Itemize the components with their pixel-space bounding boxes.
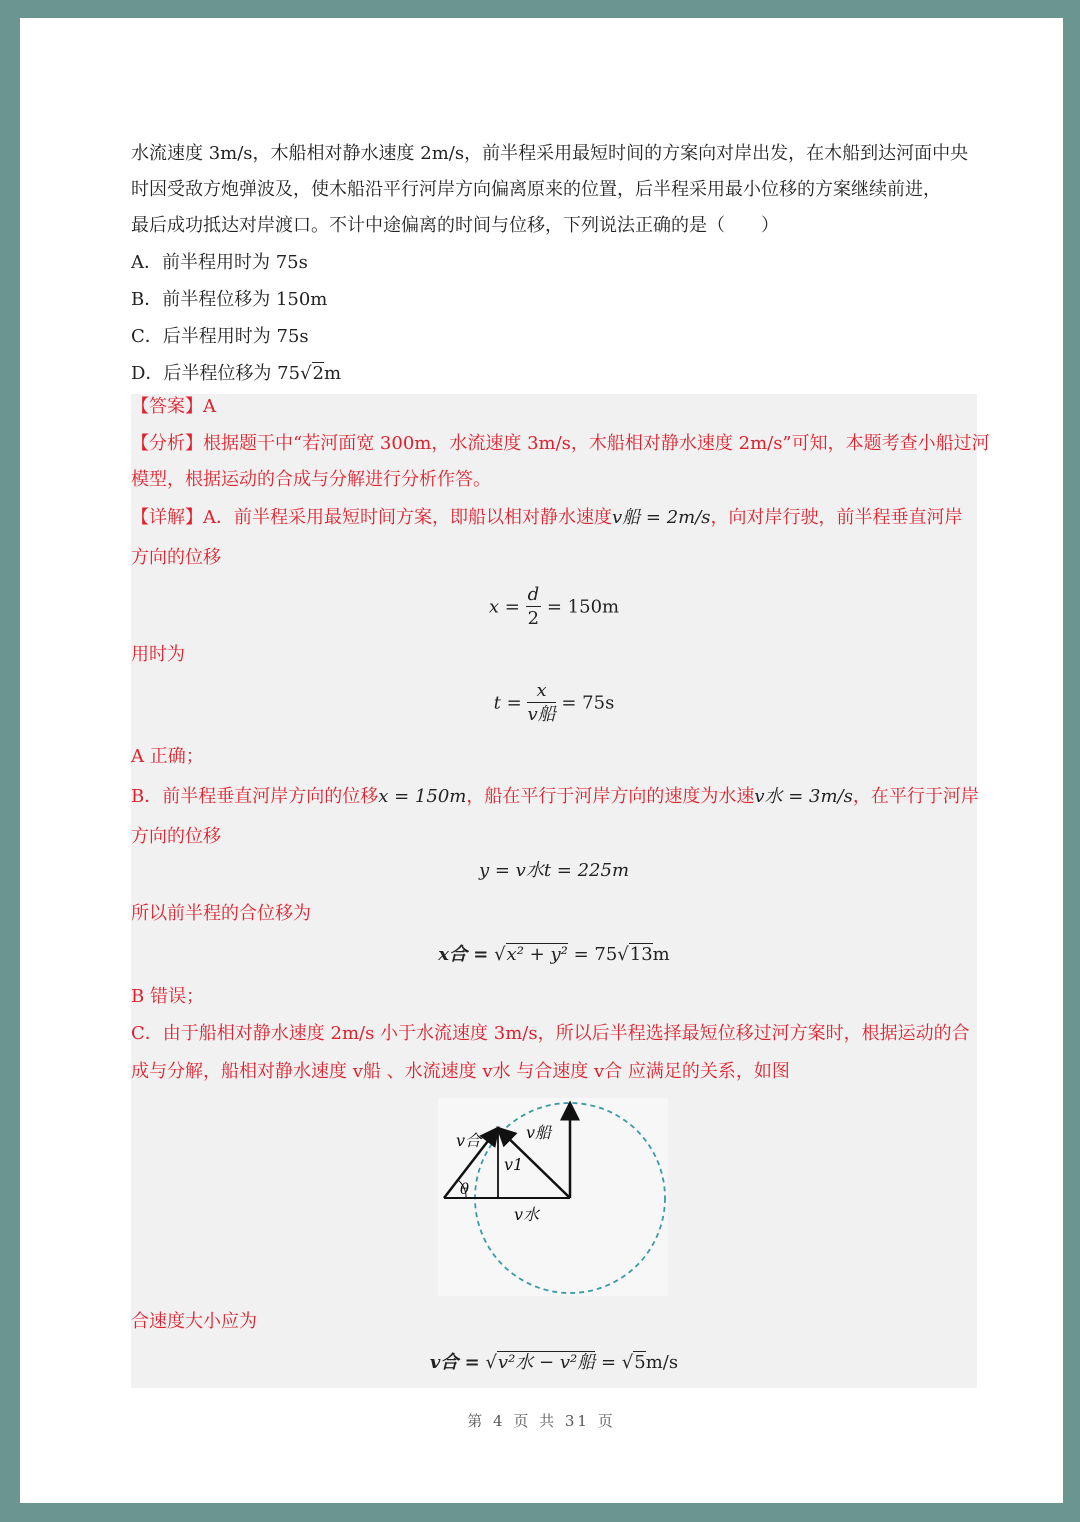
question-line: 水流速度 3m/s，木船相对静水速度 2m/s，前半程采用最短时间的方案向对岸出发，在木船到达河面中央	[131, 143, 969, 164]
label-v1: v1	[504, 1155, 524, 1174]
detail-a-line2: 方向的位移	[131, 547, 221, 568]
speed-label: 合速度大小应为	[131, 1311, 257, 1332]
formula-y: y = v水t = 225m	[478, 860, 630, 881]
question-line: 最后成功抵达对岸渡口。不计中途偏离的时间与位移，下列说法正确的是（ ）	[131, 215, 779, 236]
page-footer: 第 4 页 共 31 页	[467, 1412, 616, 1430]
total-label: 所以前半程的合位移为	[131, 903, 311, 924]
label-v-shui: v水	[514, 1205, 540, 1224]
b-wrong: B 错误；	[131, 986, 204, 1007]
option-c: C．后半程用时为 75s	[131, 326, 309, 347]
formula-total: x合 = √x² + y² = 75√13m	[438, 944, 670, 965]
formula-speed: v合 = √v²水 − v²船 = √5m/s	[429, 1352, 679, 1373]
question-line: 时因受敌方炮弹波及，使木船沿平行河岸方向偏离原来的位置，后半程采用最小位移的方案继续前进，	[131, 179, 941, 200]
label-v-he: v合	[456, 1131, 482, 1150]
option-a: A．前半程用时为 75s	[131, 252, 308, 273]
option-b: B．前半程位移为 150m	[131, 289, 328, 310]
detail-b-line: B．前半程垂直河岸方向的位移x = 150m，船在平行于河岸方向的速度为水速v水 = 3m/s，在平行于河岸	[131, 786, 979, 807]
question-block	[131, 136, 977, 392]
label-v-chuan: v船	[526, 1123, 552, 1142]
detail-a-line: 【详解】A．前半程采用最短时间方案，即船以相对静水速度v船 = 2m/s，向对岸行驶，前半程垂直河岸	[131, 507, 963, 528]
detail-b-line2: 方向的位移	[131, 826, 221, 847]
time-label: 用时为	[131, 644, 185, 665]
formula-t: t = $\frac{x}{\text{v船}}$ = 75s	[493, 680, 615, 725]
page-sheet	[20, 18, 1063, 1503]
answer-label: 【答案】A	[131, 396, 216, 417]
label-theta: θ	[460, 1180, 470, 1198]
analysis-line: 【分析】根据题干中“若河面宽 300m，水流速度 3m/s，木船相对静水速度 2m/s”可知，本题考查小船过河	[131, 433, 990, 454]
detail-c-line2: 成与分解，船相对静水速度 v船 、水流速度 v水 与合速度 v合 应满足的关系，如图	[131, 1061, 790, 1082]
a-correct: A 正确；	[131, 746, 204, 767]
detail-c-line: C．由于船相对静水速度 2m/s 小于水流速度 3m/s，所以后半程选择最短位移过河方案时，根据运动的合	[131, 1023, 970, 1044]
formula-x: x = $\frac{d}{2}$ = 150m	[488, 584, 620, 629]
vector-diagram	[438, 1098, 668, 1296]
analysis-line: 模型，根据运动的合成与分解进行分析作答。	[131, 469, 491, 490]
option-d: D．后半程位移为 75√2m	[131, 363, 342, 384]
vector-diagram-svg	[438, 1098, 668, 1296]
